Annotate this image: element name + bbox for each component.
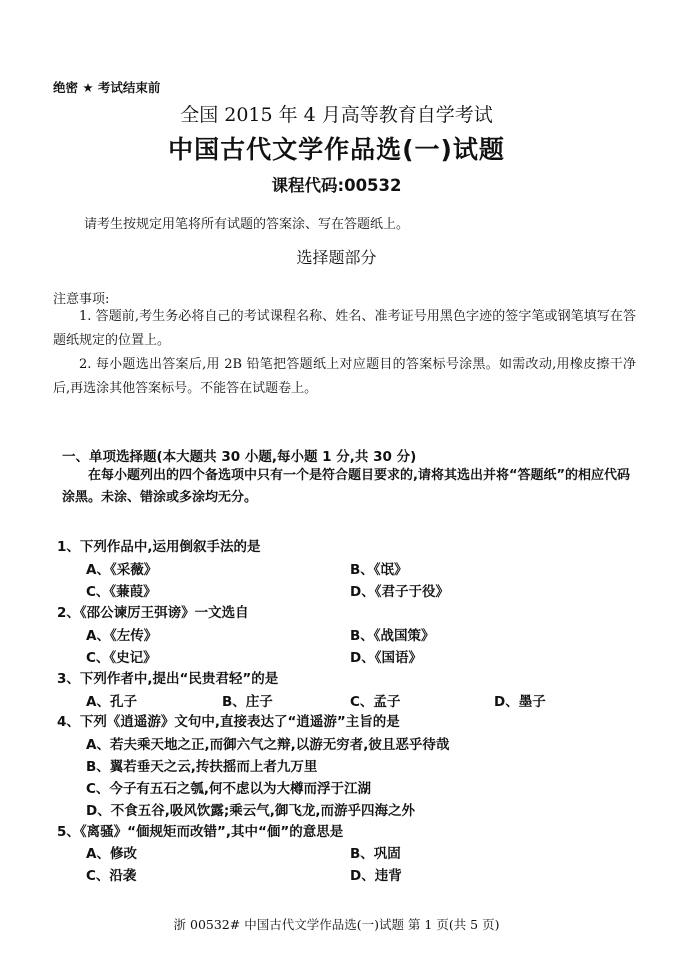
part-description: 在每小题列出的四个备选项中只有一个是符合题目要求的,请将其选出并将“答题纸”的相应代码涂黑。未涂、错涂或多涂均无分。 bbox=[62, 468, 631, 505]
option-a: A、孔子 bbox=[86, 694, 137, 710]
option-d: D、违背 bbox=[350, 868, 402, 884]
option-b: B、翼若垂天之云,抟扶摇而上者九万里 bbox=[86, 759, 318, 775]
note-item: 1. 答题前,考生务必将自己的考试课程名称、姓名、准考证号用黑色字迹的签字笔或钢笔填写在答题纸规定的位置上。 bbox=[53, 309, 636, 348]
note-item: 2. 每小题选出答案后,用 2B 铅笔把答题纸上对应题目的答案标号涂黑。如需改动,用橡皮擦干净后,再选涂其他答案标号。不能答在试题卷上。 bbox=[53, 357, 636, 396]
page-title: 中国古代文学作品选(一)试题 bbox=[168, 135, 505, 164]
exam-name: 全国 2015 年 4 月高等教育自学考试 bbox=[180, 104, 493, 126]
notes-heading: 注意事项: bbox=[53, 292, 110, 307]
option-a: A、若夫乘天地之正,而御六气之辩,以游无穷者,彼且恶乎待哉 bbox=[86, 737, 450, 753]
option-a: A、《采薇》 bbox=[86, 562, 158, 578]
option-c: C、《蒹葭》 bbox=[86, 584, 157, 600]
option-c: C、沿袭 bbox=[86, 868, 137, 884]
option-c: C、孟子 bbox=[350, 694, 401, 710]
option-d: D、《君子于役》 bbox=[350, 584, 449, 600]
part-heading: 一、单项选择题(本大题共 30 小题,每小题 1 分,共 30 分) bbox=[62, 449, 417, 465]
option-b: B、《战国策》 bbox=[350, 628, 435, 644]
option-c: C、《史记》 bbox=[86, 650, 157, 666]
course-code: 课程代码:00532 bbox=[271, 176, 402, 195]
option-d: D、墨子 bbox=[494, 694, 546, 710]
instruction-text: 请考生按规定用笔将所有试题的答案涂、写在答题纸上。 bbox=[84, 217, 410, 232]
option-b: B、庄子 bbox=[222, 694, 273, 710]
option-d: D、《国语》 bbox=[350, 650, 422, 666]
option-a: A、《左传》 bbox=[86, 628, 158, 644]
confidential-label: 绝密 ★ 考试结束前 bbox=[53, 80, 161, 95]
question-stem: 3、下列作者中,提出“民贵君轻”的是 bbox=[57, 671, 279, 687]
option-c: C、今子有五石之瓠,何不虑以为大樽而浮于江湖 bbox=[86, 781, 372, 797]
question-stem: 4、下列《逍遥游》文句中,直接表达了“逍遥游”主旨的是 bbox=[57, 714, 400, 730]
question-stem: 5、《离骚》“偭规矩而改错”,其中“偭”的意思是 bbox=[57, 824, 344, 840]
option-a: A、修改 bbox=[86, 846, 137, 862]
page-footer: 浙 00532# 中国古代文学作品选(一)试题 第 1 页(共 5 页) bbox=[173, 917, 500, 932]
question-stem: 1、下列作品中,运用倒叙手法的是 bbox=[57, 539, 261, 555]
option-b: B、《氓》 bbox=[350, 562, 408, 578]
option-d: D、不食五谷,吸风饮露;乘云气,御飞龙,而游乎四海之外 bbox=[86, 803, 415, 819]
option-b: B、巩固 bbox=[350, 846, 401, 862]
section-title: 选择题部分 bbox=[296, 248, 377, 267]
question-stem: 2、《邵公谏厉王弭谤》一文选自 bbox=[57, 605, 249, 621]
